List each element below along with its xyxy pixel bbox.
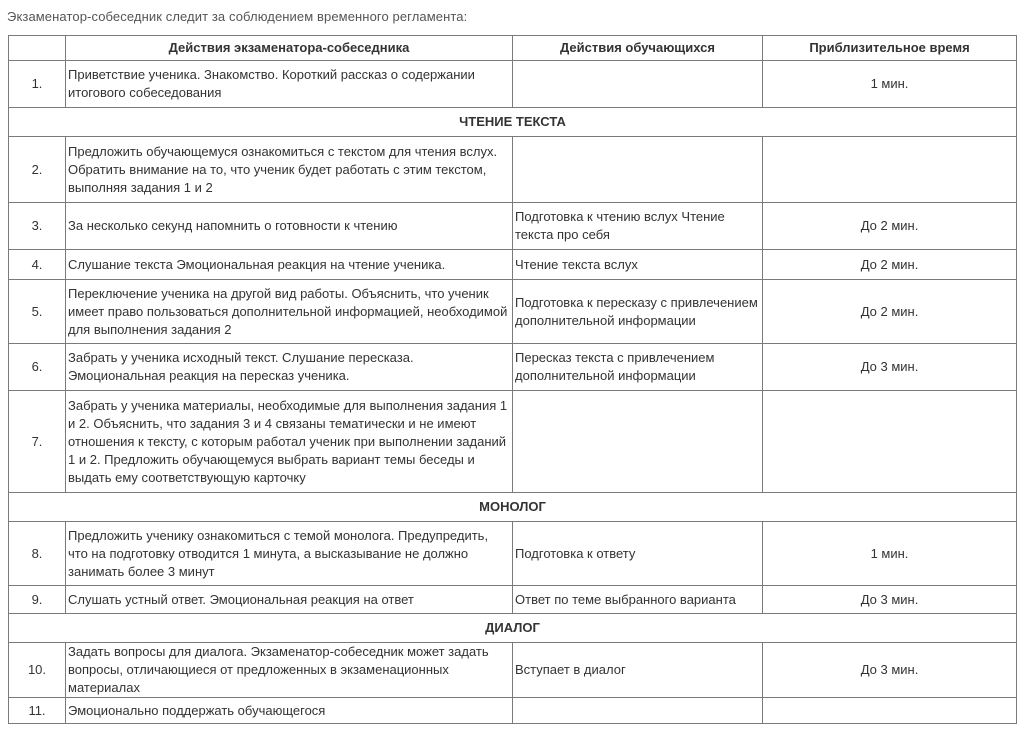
time-value: 1 мин. <box>763 61 1017 108</box>
student-action: Подготовка к ответу <box>513 522 763 586</box>
student-action <box>513 391 763 493</box>
section-row-monologue <box>9 493 1017 522</box>
table-row <box>9 137 1017 203</box>
examiner-action: Предложить ученику ознакомиться с темой монолога. Предупредить, что на подготовку отводится 1 минута, а высказывание не должно занимать более 3 минут <box>66 522 513 586</box>
examiner-action: Предложить обучающемуся ознакомиться с текстом для чтения вслух. Обратить внимание на то, что ученик будет работать с этим текстом, выполняя задания 1 и 2 <box>66 137 513 203</box>
student-action: Подготовка к чтению вслух Чтение текста про себя <box>513 203 763 250</box>
table-row <box>9 698 1017 724</box>
section-row-dialogue <box>9 614 1017 643</box>
table-row <box>9 522 1017 586</box>
header-students: Действия обучающихся <box>513 36 763 61</box>
row-number: 7. <box>9 391 66 493</box>
table-row <box>9 203 1017 250</box>
time-value <box>763 698 1017 724</box>
examiner-action: За несколько секунд напомнить о готовности к чтению <box>66 203 513 250</box>
examiner-action: Задать вопросы для диалога. Экзаменатор-собеседник может задать вопросы, отличающиеся от предложенных в экзаменационных материалах <box>66 643 513 698</box>
examiner-action: Переключение ученика на другой вид работы. Объяснить, что ученик имеет право пользоваться дополнительной информацией, необходимой для выполнения задания 2 <box>66 280 513 344</box>
row-number: 5. <box>9 280 66 344</box>
row-number: 9. <box>9 586 66 614</box>
student-action <box>513 698 763 724</box>
table-row <box>9 586 1017 614</box>
examiner-action: Забрать у ученика материалы, необходимые для выполнения задания 1 и 2. Объяснить, что задания 3 и 4 связаны тематически и не имеют отношения к тексту, с которым работал ученик при выполнении заданий 1 и 2. Предложить обучающемуся выбрать вариант темы беседы и выдать ему соответствующую карточку <box>66 391 513 493</box>
table-row <box>9 391 1017 493</box>
header-number <box>9 36 66 61</box>
time-value: До 2 мин. <box>763 280 1017 344</box>
row-number: 3. <box>9 203 66 250</box>
student-action <box>513 61 763 108</box>
student-action: Ответ по теме выбранного варианта <box>513 586 763 614</box>
examiner-action: Слушание текста Эмоциональная реакция на чтение ученика. <box>66 250 513 280</box>
examiner-action: Эмоционально поддержать обучающегося <box>66 698 513 724</box>
header-examiner: Действия экзаменатора-собеседника <box>66 36 513 61</box>
time-value: До 2 мин. <box>763 203 1017 250</box>
table-row <box>9 250 1017 280</box>
row-number: 10. <box>9 643 66 698</box>
section-title: МОНОЛОГ <box>9 493 1017 522</box>
table-row <box>9 280 1017 344</box>
intro-text: Экзаменатор-собеседник следит за соблюдением временного регламента: <box>7 9 468 24</box>
table-row <box>9 643 1017 698</box>
examiner-action: Слушать устный ответ. Эмоциональная реакция на ответ <box>66 586 513 614</box>
time-value: 1 мин. <box>763 522 1017 586</box>
student-action <box>513 137 763 203</box>
row-number: 1. <box>9 61 66 108</box>
section-title: ДИАЛОГ <box>9 614 1017 643</box>
time-value <box>763 391 1017 493</box>
header-time: Приблизительное время <box>763 36 1017 61</box>
table-row <box>9 344 1017 391</box>
student-action: Подготовка к пересказу с привлечением дополнительной информации <box>513 280 763 344</box>
row-number: 6. <box>9 344 66 391</box>
row-number: 11. <box>9 698 66 724</box>
row-number: 8. <box>9 522 66 586</box>
time-value: До 3 мин. <box>763 643 1017 698</box>
row-number: 2. <box>9 137 66 203</box>
examiner-action: Приветствие ученика. Знакомство. Короткий рассказ о содержании итогового собеседования <box>66 61 513 108</box>
student-action: Вступает в диалог <box>513 643 763 698</box>
table-row <box>9 61 1017 108</box>
header-row <box>9 36 1017 61</box>
section-title: ЧТЕНИЕ ТЕКСТА <box>9 108 1017 137</box>
student-action: Пересказ текста с привлечением дополнительной информации <box>513 344 763 391</box>
time-value: До 3 мин. <box>763 586 1017 614</box>
time-value <box>763 137 1017 203</box>
time-value: До 2 мин. <box>763 250 1017 280</box>
section-row-reading <box>9 108 1017 137</box>
time-value: До 3 мин. <box>763 344 1017 391</box>
regulation-table <box>8 35 1017 724</box>
examiner-action: Забрать у ученика исходный текст. Слушание пересказа. Эмоциональная реакция на пересказ ученика. <box>66 344 513 391</box>
student-action: Чтение текста вслух <box>513 250 763 280</box>
row-number: 4. <box>9 250 66 280</box>
